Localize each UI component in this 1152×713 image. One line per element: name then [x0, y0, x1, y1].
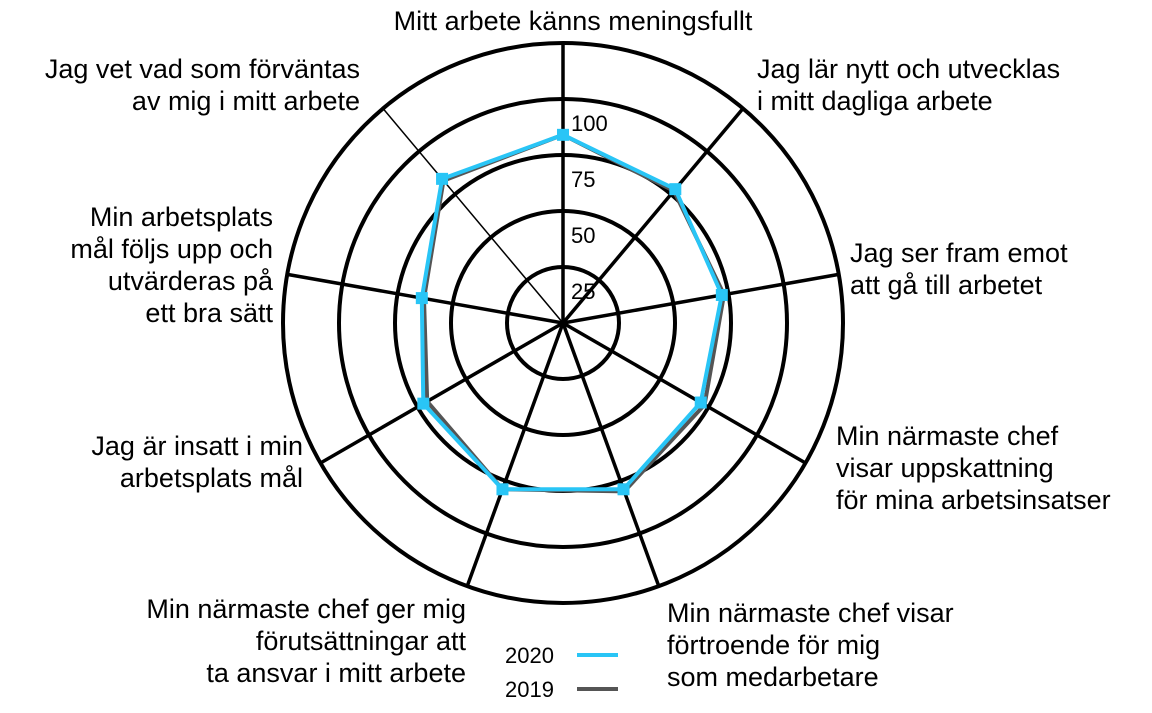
- data-point-2020-8: [436, 173, 448, 185]
- data-point-2020-7: [416, 292, 428, 304]
- data-point-2020-3: [695, 397, 707, 409]
- axis-label-6: Jag är insatt i min arbetsplats mål: [91, 431, 303, 493]
- spoke-2: [563, 274, 839, 323]
- axis-label-4: Min närmaste chef visar förtroende för mig som medarbetare: [667, 598, 954, 692]
- tick-label-1: 50: [571, 223, 596, 248]
- tick-label-3: 100: [571, 111, 608, 136]
- data-point-2020-6: [417, 398, 429, 410]
- axis-label-7: Min arbetsplats mål följs upp och utvärderas på ett bra sätt: [70, 202, 273, 328]
- axis-label-1: Jag lär nytt och utvecklas i mitt dagliga arbete: [757, 54, 1061, 116]
- data-point-2020-1: [669, 183, 681, 195]
- axis-label-2: Jag ser fram emot att gå till arbetet: [850, 238, 1068, 300]
- tick-label-2: 75: [571, 167, 596, 192]
- data-point-2020-4: [618, 483, 630, 495]
- legend-label-2020: 2020: [505, 643, 554, 668]
- tick-label-0: 25: [571, 279, 596, 304]
- data-point-2020-2: [716, 289, 728, 301]
- legend-label-2019: 2019: [505, 677, 554, 702]
- data-point-2020-0: [557, 129, 569, 141]
- axis-label-0: Mitt arbete känns meningsfullt: [393, 6, 753, 36]
- axis-label-5: Min närmaste chef ger mig förutsättningar att ta ansvar i mitt arbete: [146, 594, 466, 688]
- axis-label-3: Min närmaste chef visar uppskattning för mina arbetsinsatser: [836, 421, 1111, 515]
- axis-label-8: Jag vet vad som förväntas av mig i mitt arbete: [44, 54, 360, 116]
- data-point-2020-5: [496, 483, 508, 495]
